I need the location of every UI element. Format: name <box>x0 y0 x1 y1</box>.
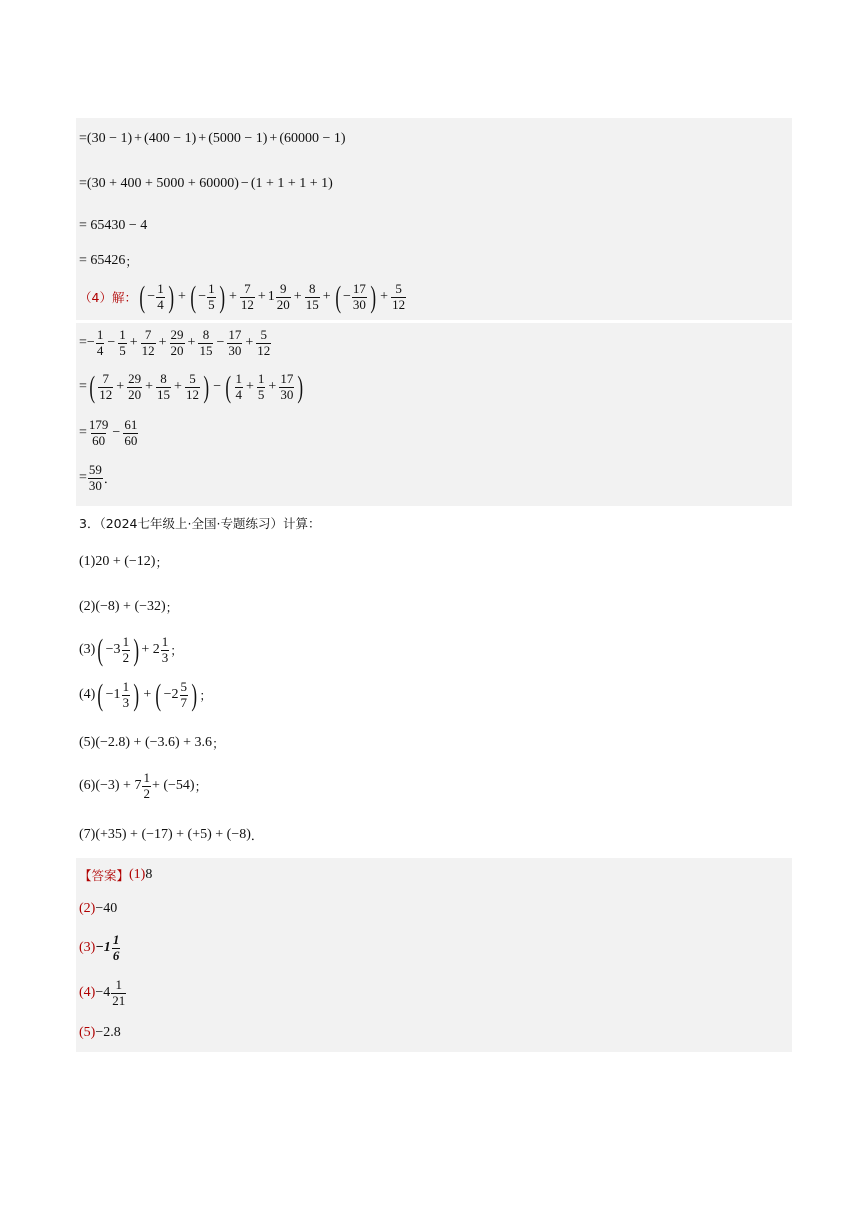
answer-value: 8 <box>145 867 153 882</box>
semicolon: ； <box>165 600 179 615</box>
minus-sign: − <box>216 335 225 351</box>
term: (30 + 400 + 5000 + 60000) <box>86 176 239 191</box>
period: ． <box>250 828 264 843</box>
item-number: (3) <box>79 642 96 658</box>
plus-sign: + <box>198 131 207 146</box>
term: (400 − 1) <box>144 131 197 146</box>
fraction: $\frac{179}{60}$ <box>88 417 109 448</box>
answer-block <box>76 858 792 1052</box>
item-number: (4) <box>79 985 96 1001</box>
solution-line-5 <box>79 278 407 314</box>
equals-sign: = <box>79 335 87 351</box>
answer-value: −2.8 <box>95 1025 121 1040</box>
paren: ) <box>297 368 304 404</box>
item-number: (7) <box>79 827 96 842</box>
equals-sign: = <box>79 176 87 191</box>
question-item-5 <box>79 734 225 752</box>
item-number: (4) <box>79 687 96 703</box>
minus-sign: − <box>198 289 207 305</box>
solution-line-7 <box>79 368 306 404</box>
paren: ( <box>139 278 145 314</box>
answer-line-5 <box>79 1025 121 1041</box>
term: (60000 − 1) <box>279 131 346 146</box>
paren: ) <box>203 368 209 404</box>
solution-line-4 <box>79 252 138 270</box>
paren: ) <box>168 278 174 314</box>
fraction: $\frac{61}{60}$ <box>124 417 138 448</box>
answer-value: −4 <box>95 985 111 1001</box>
paren: ( <box>155 676 162 712</box>
fraction: $\frac{1}{6}$ <box>112 932 120 963</box>
fraction: $\frac{1}{2}$ <box>143 770 150 801</box>
whole-part: 1 <box>267 289 275 305</box>
term: (30 − 1) <box>86 131 133 146</box>
minus-sign: − <box>147 289 156 305</box>
fraction: $\frac{7}{12}$ <box>240 281 254 312</box>
semicolon: ； <box>155 555 168 570</box>
expression: (−2.8) + (−3.6) + 3.6 <box>95 735 213 750</box>
fraction: $\frac{5}{7}$ <box>180 679 188 710</box>
solution-line-9 <box>79 463 116 493</box>
answer-line-4 <box>79 978 127 1008</box>
item-number: (1) <box>129 867 146 882</box>
plus-sign: + <box>129 335 138 351</box>
item-number: (3) <box>79 940 96 956</box>
plus-sign: + <box>178 289 186 305</box>
fraction: $\frac{1}{5}$ <box>257 371 265 402</box>
semicolon: ； <box>212 736 225 751</box>
paren: ) <box>133 676 140 712</box>
paren: ) <box>218 278 225 314</box>
item-number: (1) <box>79 554 96 569</box>
fraction: $\frac{5}{12}$ <box>392 281 406 312</box>
question-item-6 <box>79 771 207 801</box>
fraction: $\frac{1}{3}$ <box>122 679 130 710</box>
plus-sign: + <box>246 379 254 395</box>
semicolon: ； <box>199 688 212 704</box>
paren: ( <box>89 368 95 404</box>
paren: ( <box>97 676 104 712</box>
fraction: $\frac{1}{4}$ <box>96 327 104 358</box>
answer-value: −1 <box>95 940 111 956</box>
expression: + 2 <box>141 642 160 658</box>
plus-sign: + <box>322 289 331 305</box>
equals-sign: = <box>79 379 87 395</box>
step-label: （4）解： <box>79 290 137 306</box>
fraction: $\frac{1}{4}$ <box>157 281 164 312</box>
fraction: $\frac{1}{4}$ <box>235 371 243 402</box>
plus-sign: + <box>257 289 266 305</box>
fraction: $\frac{17}{30}$ <box>280 371 294 402</box>
expression: 20 + (−12) <box>95 554 156 569</box>
expression: (−8) + (−32) <box>95 599 166 614</box>
equals-sign: = <box>79 131 87 146</box>
plus-sign: + <box>293 289 302 305</box>
fraction: $\frac{8}{15}$ <box>157 371 171 402</box>
paren: ) <box>370 278 376 314</box>
expression: (−3) + 7 <box>95 778 142 794</box>
answer-line-2 <box>79 901 117 917</box>
question-item-2 <box>79 598 178 616</box>
fraction: $\frac{8}{15}$ <box>199 327 213 358</box>
item-number: (2) <box>79 901 96 916</box>
fraction: $\frac{1}{3}$ <box>161 634 169 665</box>
plus-sign: + <box>134 131 143 146</box>
fraction: $\frac{17}{30}$ <box>228 327 242 358</box>
fraction: $\frac{8}{15}$ <box>305 281 319 312</box>
solution-line-6 <box>79 328 272 358</box>
plus-sign: + <box>116 379 125 395</box>
term: (5000 − 1) <box>208 131 268 146</box>
term: (1 + 1 + 1 + 1) <box>250 176 333 191</box>
solution-line-8 <box>79 418 139 448</box>
question-item-1 <box>79 553 168 571</box>
plus-sign: + <box>380 289 389 305</box>
whole-part: −3 <box>105 642 121 658</box>
plus-sign: + <box>269 131 278 146</box>
fraction: $\frac{5}{12}$ <box>185 371 199 402</box>
minus-sign: − <box>107 335 116 351</box>
whole-part: −2 <box>163 687 179 703</box>
expression: (+35) + (−17) + (+5) + (−8) <box>95 827 251 842</box>
minus-sign: − <box>342 289 351 305</box>
minus-sign: − <box>213 379 222 395</box>
paren: ( <box>97 631 104 667</box>
expression: = 65430 − 4 <box>79 218 148 233</box>
plus-sign: + <box>245 335 254 351</box>
paren: ) <box>133 631 140 667</box>
period: ． <box>103 471 117 487</box>
minus-sign: − <box>86 335 95 351</box>
minus-sign: − <box>112 425 121 441</box>
semicolon: ； <box>125 254 138 269</box>
semicolon: ； <box>194 779 208 795</box>
fraction: $\frac{7}{12}$ <box>99 371 113 402</box>
item-number: (2) <box>79 599 96 614</box>
plus-sign: + <box>174 379 182 395</box>
fraction: $\frac{1}{5}$ <box>208 281 215 312</box>
answer-line-1 <box>79 866 152 884</box>
paren: ( <box>190 278 196 314</box>
minus-sign: − <box>240 176 249 191</box>
solution-line-2 <box>79 176 333 192</box>
answer-tag: 【答案】 <box>79 868 130 883</box>
fraction: $\frac{5}{12}$ <box>257 327 271 358</box>
item-number: (5) <box>79 735 96 750</box>
answer-value: −40 <box>95 901 118 916</box>
plus-sign: + <box>145 379 154 395</box>
paren: ( <box>334 278 341 314</box>
plus-sign: + <box>187 335 196 351</box>
question-header: 3．（2024七年级上·全国·专题练习）计算： <box>79 516 321 531</box>
fraction: $\frac{7}{12}$ <box>141 327 155 358</box>
paren: ) <box>191 676 198 712</box>
question-item-3 <box>79 631 183 667</box>
whole-part: −1 <box>105 687 121 703</box>
plus-sign: + <box>228 289 237 305</box>
fraction: $\frac{29}{20}$ <box>128 371 142 402</box>
plus-sign: + <box>158 335 167 351</box>
plus-sign: + <box>268 379 277 395</box>
fraction: $\frac{59}{30}$ <box>88 462 102 493</box>
solution-line-1 <box>79 131 346 147</box>
paren: ( <box>225 368 232 404</box>
expression: + (−54) <box>151 778 195 794</box>
item-number: (5) <box>79 1025 96 1040</box>
fraction: $\frac{9}{20}$ <box>276 281 290 312</box>
question-item-4 <box>79 676 212 712</box>
fraction: $\frac{1}{21}$ <box>112 977 126 1008</box>
item-number: (6) <box>79 778 96 794</box>
equals-sign: = <box>79 425 87 441</box>
question-item-7 <box>79 826 263 844</box>
equals-sign: = <box>79 470 87 486</box>
semicolon: ； <box>170 643 183 659</box>
answer-line-3 <box>79 933 121 963</box>
fraction: $\frac{17}{30}$ <box>352 281 366 312</box>
expression: = 65426 <box>79 253 126 268</box>
fraction: $\frac{1}{2}$ <box>122 634 130 665</box>
fraction: $\frac{1}{5}$ <box>119 327 126 358</box>
solution-line-3 <box>79 218 147 234</box>
fraction: $\frac{29}{20}$ <box>170 327 184 358</box>
plus-sign: + <box>143 687 152 703</box>
